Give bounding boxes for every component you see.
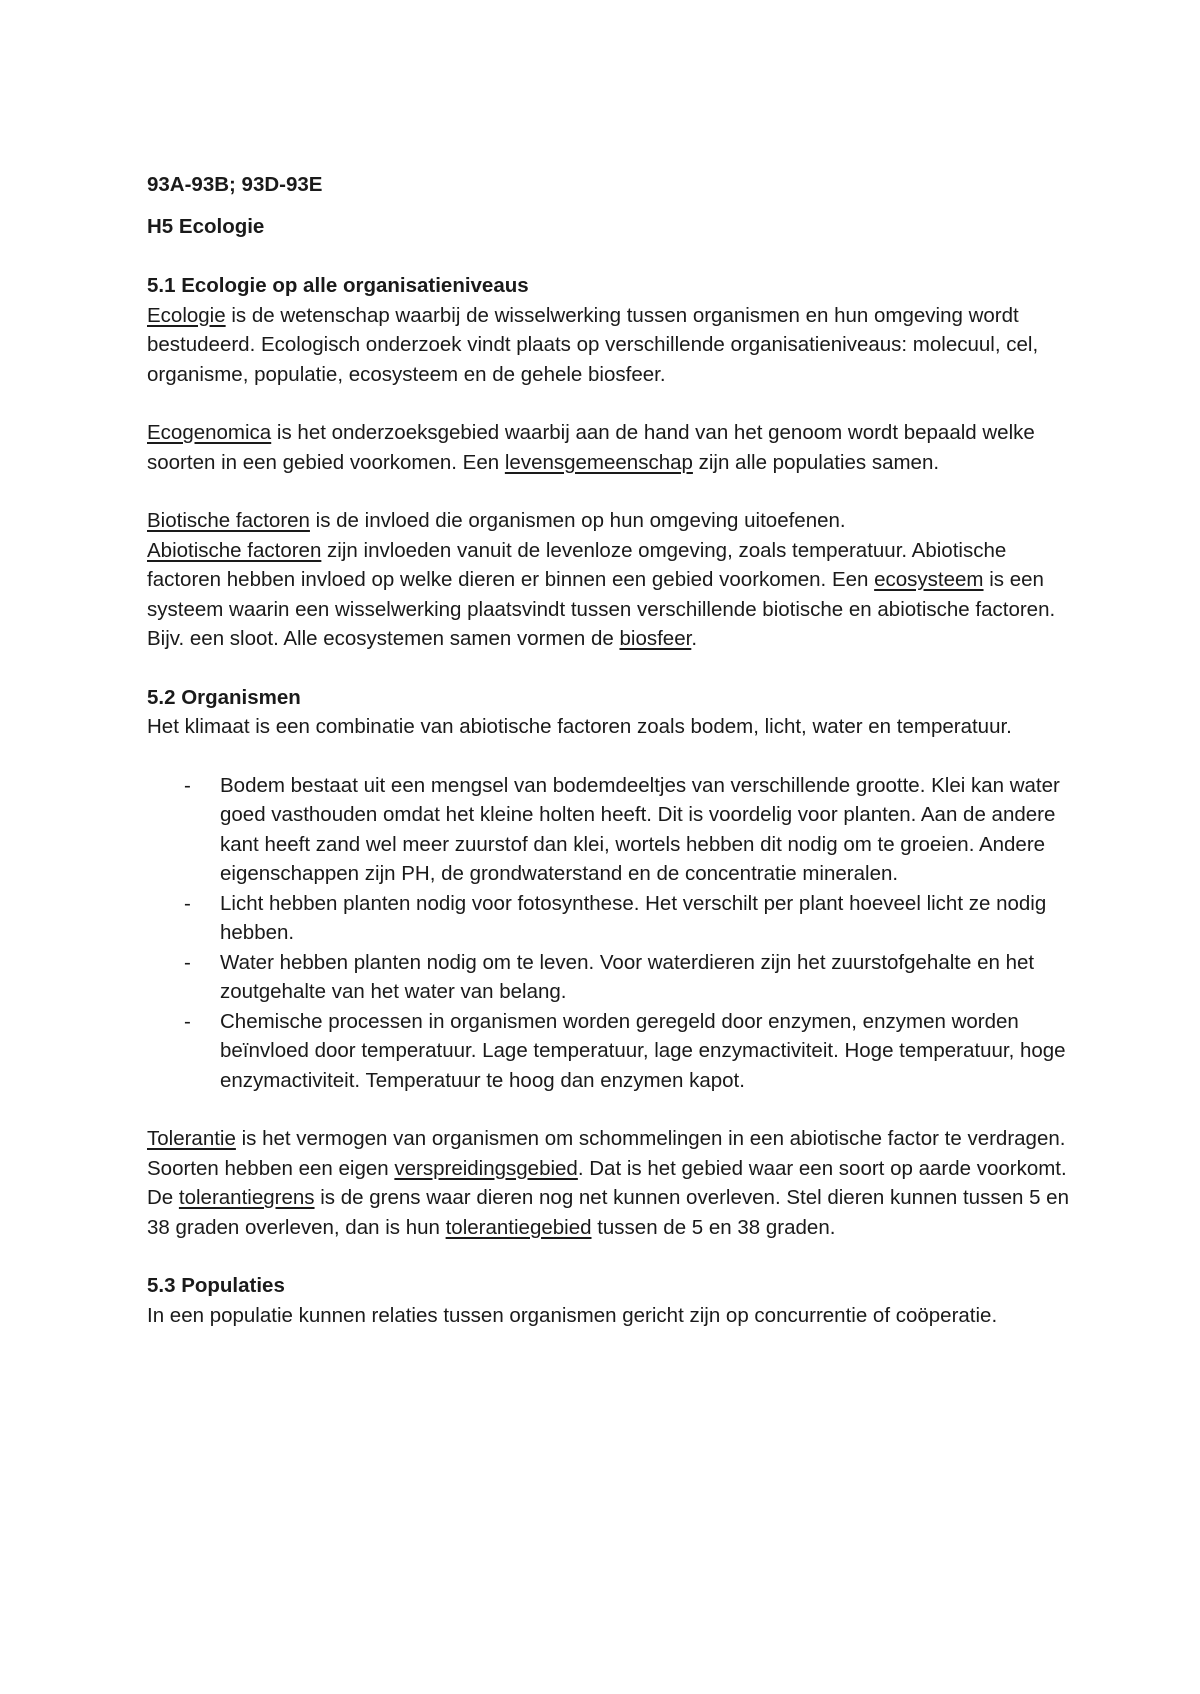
paragraph-text: is het onderzoeksgebied waarbij aan de hand van het genoom wordt bepaald welke soorten in een gebied voorkomen. Een: [147, 421, 1035, 474]
term-ecogenomica: Ecogenomica: [147, 421, 272, 444]
list-item: [147, 1007, 1077, 1096]
paragraph-text: zijn alle populaties samen.: [692, 450, 940, 474]
term-verspreidingsgebied: verspreidingsgebied: [394, 1156, 578, 1180]
paragraph-tolerantie: [147, 1124, 1077, 1242]
list-item: [147, 771, 1077, 889]
term-ecologie: Ecologie: [147, 303, 226, 327]
section-title-5-1: 5.1 Ecologie op alle organisatieniveaus: [147, 274, 529, 297]
bullet-dash: -: [184, 891, 191, 915]
paragraph-factoren: [147, 506, 1077, 654]
paragraph-text: is de wetenschap waarbij de wisselwerking tussen organismen en hun omgeving wordt bestudeerd. Ecologisch onderzoek vindt plaats op verschillende organisatieniveaus: molecuul, cel, organisme, populatie, ecosysteem en de gehele biosfeer.: [147, 303, 1039, 386]
term-tolerantiegrens: tolerantiegrens: [178, 1186, 315, 1209]
section-title-5-3: 5.3 Populaties: [147, 1274, 285, 1297]
paragraph-text: is het vermogen van organismen om schommelingen in een abiotische factor te verdragen. Soorten hebben een eigen: [147, 1127, 1066, 1180]
paragraph-text: zijn invloeden vanuit de levenloze omgeving, zoals temperatuur. Abiotische factoren hebben invloed op welke dieren er binnen een gebied voorkomen. Een: [147, 538, 1007, 591]
paragraph-klimaat: Het klimaat is een combinatie van abiotische factoren zoals bodem, licht, water en temperatuur.: [147, 715, 1012, 738]
term-biotische-factoren: Biotische factoren: [147, 509, 310, 532]
paragraph-text: tussen de 5 en 38 graden.: [591, 1215, 836, 1239]
paragraph-populatie: In een populatie kunnen relaties tussen organismen gericht zijn op concurrentie of coöperatie.: [147, 1303, 998, 1327]
chapter-title: H5 Ecologie: [147, 214, 265, 238]
paragraph-text: is een systeem waarin een wisselwerking plaatsvindt tussen verschillende biotische en abiotische factoren. Bijv. een sloot. Alle ecosystemen samen vormen de: [147, 568, 1056, 650]
list-item: [147, 948, 1077, 1007]
bullet-list: [147, 771, 1077, 1096]
paragraph-text: .: [691, 627, 698, 650]
section-title-5-2: 5.2 Organismen: [147, 685, 301, 709]
list-item-text: Chemische processen in organismen worden geregeld door enzymen, enzymen worden beïnvloed door temperatuur. Lage temperatuur, lage enzymactiviteit. Hoge temperatuur, hoge enzymactiviteit. Temperatuur te hoog dan enzymen kapot.: [220, 1009, 1066, 1092]
term-biosfeer: biosfeer: [619, 627, 692, 650]
list-item: [147, 889, 1077, 948]
paragraph-text: . Dat is het gebied waar een soort op aarde voorkomt. De: [147, 1156, 1067, 1209]
term-tolerantie: Tolerantie: [147, 1127, 236, 1150]
document-page: [147, 170, 1077, 1330]
list-item-text: Water hebben planten nodig om te leven. Voor waterdieren zijn het zuurstofgehalte en het zoutgehalte van het water van belang.: [220, 950, 1035, 1003]
paragraph-text: is de invloed die organismen op hun omgeving uitoefenen.: [309, 509, 846, 532]
term-abiotische-factoren: Abiotische factoren: [147, 538, 322, 562]
paragraph-text: is de grens waar dieren nog net kunnen overleven. Stel dieren kunnen tussen 5 en 38 graden overleven, dan is hun: [147, 1186, 1069, 1239]
term-tolerantiegebied: tolerantiegebied: [445, 1215, 592, 1239]
bullet-dash: -: [184, 950, 191, 974]
paragraph-ecogenomica: [147, 418, 1077, 477]
bullet-dash: -: [184, 773, 191, 797]
bullet-dash: -: [184, 1009, 191, 1033]
term-levensgemeenschap: levensgemeenschap: [504, 450, 693, 474]
paragraph-ecologie: [147, 301, 1077, 390]
term-ecosysteem: ecosysteem: [874, 568, 984, 591]
list-item-text: Bodem bestaat uit een mengsel van bodemdeeltjes van verschillende grootte. Klei kan water goed vasthouden omdat het kleine holten heeft. Dit is voordelig voor planten. Aan de andere kant heeft zand wel meer zuurstof dan klei, wortels hebben dit nodig om te groeien. Andere eigenschappen zijn PH, de grondwaterstand en de concentratie mineralen.: [220, 773, 1060, 885]
document-code: 93A-93B; 93D-93E: [147, 173, 323, 196]
list-item-text: Licht hebben planten nodig voor fotosynthese. Het verschilt per plant hoeveel licht ze nodig hebben.: [220, 891, 1047, 944]
